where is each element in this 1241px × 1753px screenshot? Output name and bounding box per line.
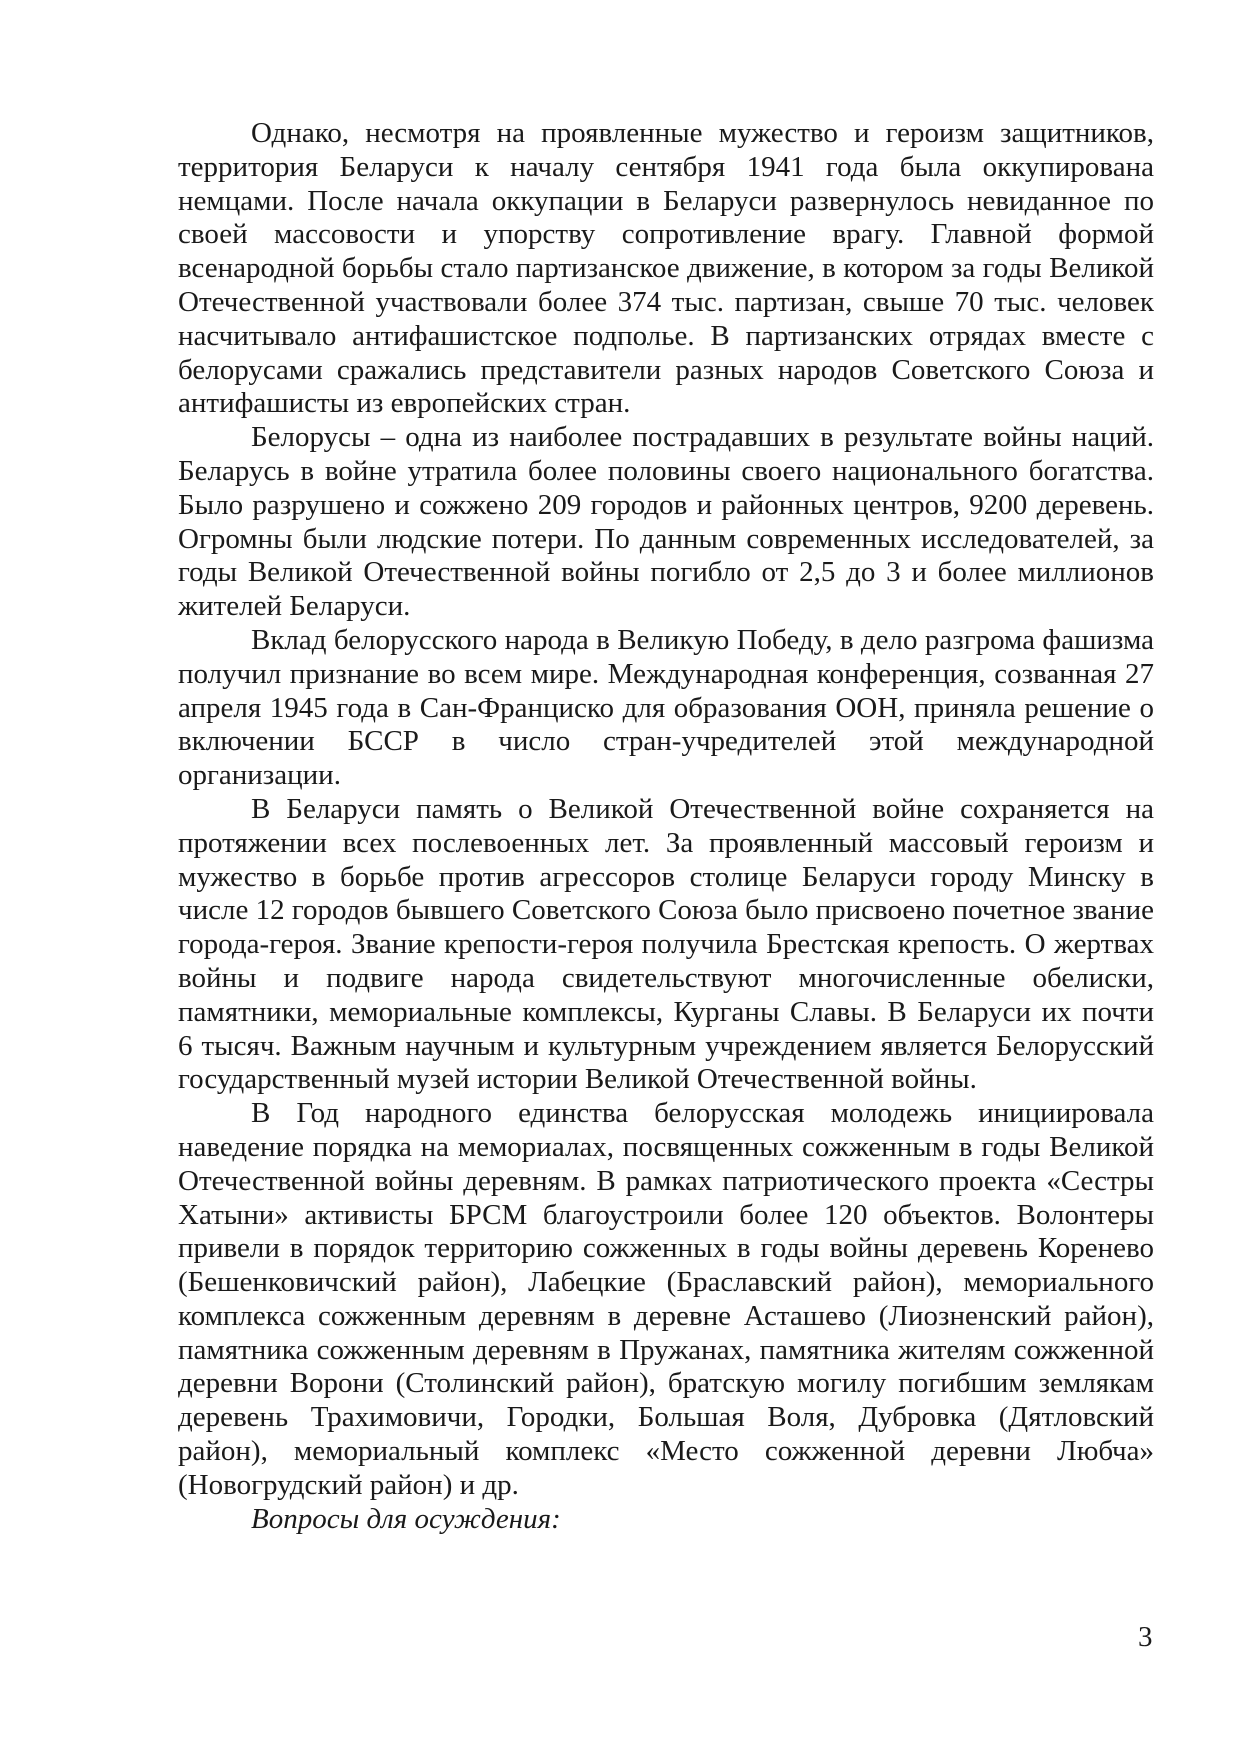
text-line: Хатыни» активисты БРСМ благоустроили более 120 объектов. Волонтеры (178, 1198, 1154, 1231)
text-line: государственный музей истории Великой Отечественной войны. (178, 1063, 977, 1096)
text-line: Однако, несмотря на проявленные мужество и героизм защитников, (251, 117, 1154, 149)
text-line: (Новогрудский район) и др. (178, 1468, 519, 1501)
text-line: города-героя. Звание крепости-героя получила Брестская крепость. О жертвах (178, 928, 1154, 961)
text-line: деревень Трахимовичи, Городки, Большая Воля, Дубровка (Дятловский (178, 1401, 1154, 1434)
paragraph-losses (178, 421, 1154, 624)
text-line: В Год народного единства белорусская молодежь инициировала (251, 1097, 1154, 1130)
text-line: (Бешенковичский район), Лабецкие (Браславский район), мемориального (178, 1266, 1154, 1299)
text-line: войны и подвиге народа свидетельствуют многочисленные обелиски, (178, 961, 1154, 994)
text-line: Огромны были людские потери. По данным современных исследователей, за (178, 522, 1154, 555)
text-line: наведение порядка на мемориалах, посвященных сожженным в годы Великой (178, 1130, 1154, 1163)
paragraph-contribution (178, 624, 1154, 793)
text-line: территория Беларуси к началу сентября 1941 года была оккупирована (178, 150, 1154, 183)
text-line: комплекса сожженным деревням в деревне Асташево (Лиозненский район), (178, 1299, 1154, 1332)
text-line: памятника сожженным деревням в Пружанах, памятника жителям сожженной (178, 1333, 1154, 1366)
text-line: своей массовости и упорству сопротивление врагу. Главной формой (178, 218, 1154, 251)
text-line: антифашисты из европейских стран. (178, 387, 631, 420)
discussion-heading (178, 1503, 1154, 1537)
text-line: жителей Беларуси. (178, 590, 411, 623)
page-body (178, 117, 1154, 1536)
text-line: организации. (178, 759, 341, 792)
text-line: немцами. После начала оккупации в Беларуси развернулось невиданное по (178, 184, 1154, 217)
text-line: В Беларуси память о Великой Отечественной войне сохраняется на (251, 792, 1154, 825)
paragraph-youth (178, 1097, 1154, 1503)
text-line: числе 12 городов бывшего Советского Союза было присвоено почетное звание (178, 894, 1154, 927)
text-line: памятники, мемориальные комплексы, Курганы Славы. В Беларуси их почти (178, 995, 1154, 1028)
paragraph-memory (178, 793, 1154, 1097)
paragraph-occupation (178, 117, 1154, 421)
text-line: Отечественной участвовали более 374 тыс. партизан, свыше 70 тыс. человек (178, 285, 1154, 318)
text-line: Вклад белорусского народа в Великую Победу, в дело разгрома фашизма (251, 623, 1154, 656)
text-line: Было разрушено и сожжено 209 городов и районных центров, 9200 деревень. (178, 488, 1154, 521)
text-line: протяжении всех послевоенных лет. За проявленный массовый героизм и (178, 826, 1154, 859)
text-line: Отечественной войны деревням. В рамках патриотического проекта «Сестры (178, 1164, 1154, 1197)
text-line: деревни Ворони (Столинский район), братскую могилу погибшим землякам (178, 1367, 1154, 1400)
text-line: 6 тысяч. Важным научным и культурным учреждением является Белорусский (178, 1029, 1154, 1062)
text-line: мужество в борьбе против агрессоров столице Беларуси городу Минску в (178, 860, 1154, 893)
page-number: 3 (1138, 1621, 1153, 1653)
text-line: годы Великой Отечественной войны погибло от 2,5 до 3 и более миллионов (178, 556, 1154, 589)
text-line: получил признание во всем мире. Международная конференция, созванная 27 (178, 657, 1154, 690)
text-line: всенародной борьбы стало партизанское движение, в котором за годы Великой (178, 252, 1154, 285)
discussion-heading-text: Вопросы для осуждения: (251, 1502, 561, 1535)
text-line: насчитывало антифашистское подполье. В партизанских отрядах вместе с (178, 319, 1154, 352)
text-line: включении БССР в число стран-учредителей этой международной (178, 725, 1154, 758)
text-line: белорусами сражались представители разных народов Советского Союза и (178, 353, 1154, 386)
text-line: Беларусь в войне утратила более половины своего национального богатства. (178, 454, 1154, 487)
text-line: привели в порядок территорию сожженных в годы войны деревень Коренево (178, 1232, 1154, 1265)
text-line: район), мемориальный комплекс «Место сожженной деревни Любча» (178, 1435, 1154, 1468)
text-line: Белорусы – одна из наиболее пострадавших в результате войны наций. (251, 421, 1154, 454)
text-line: апреля 1945 года в Сан-Франциско для образования ООН, приняла решение о (178, 691, 1154, 724)
